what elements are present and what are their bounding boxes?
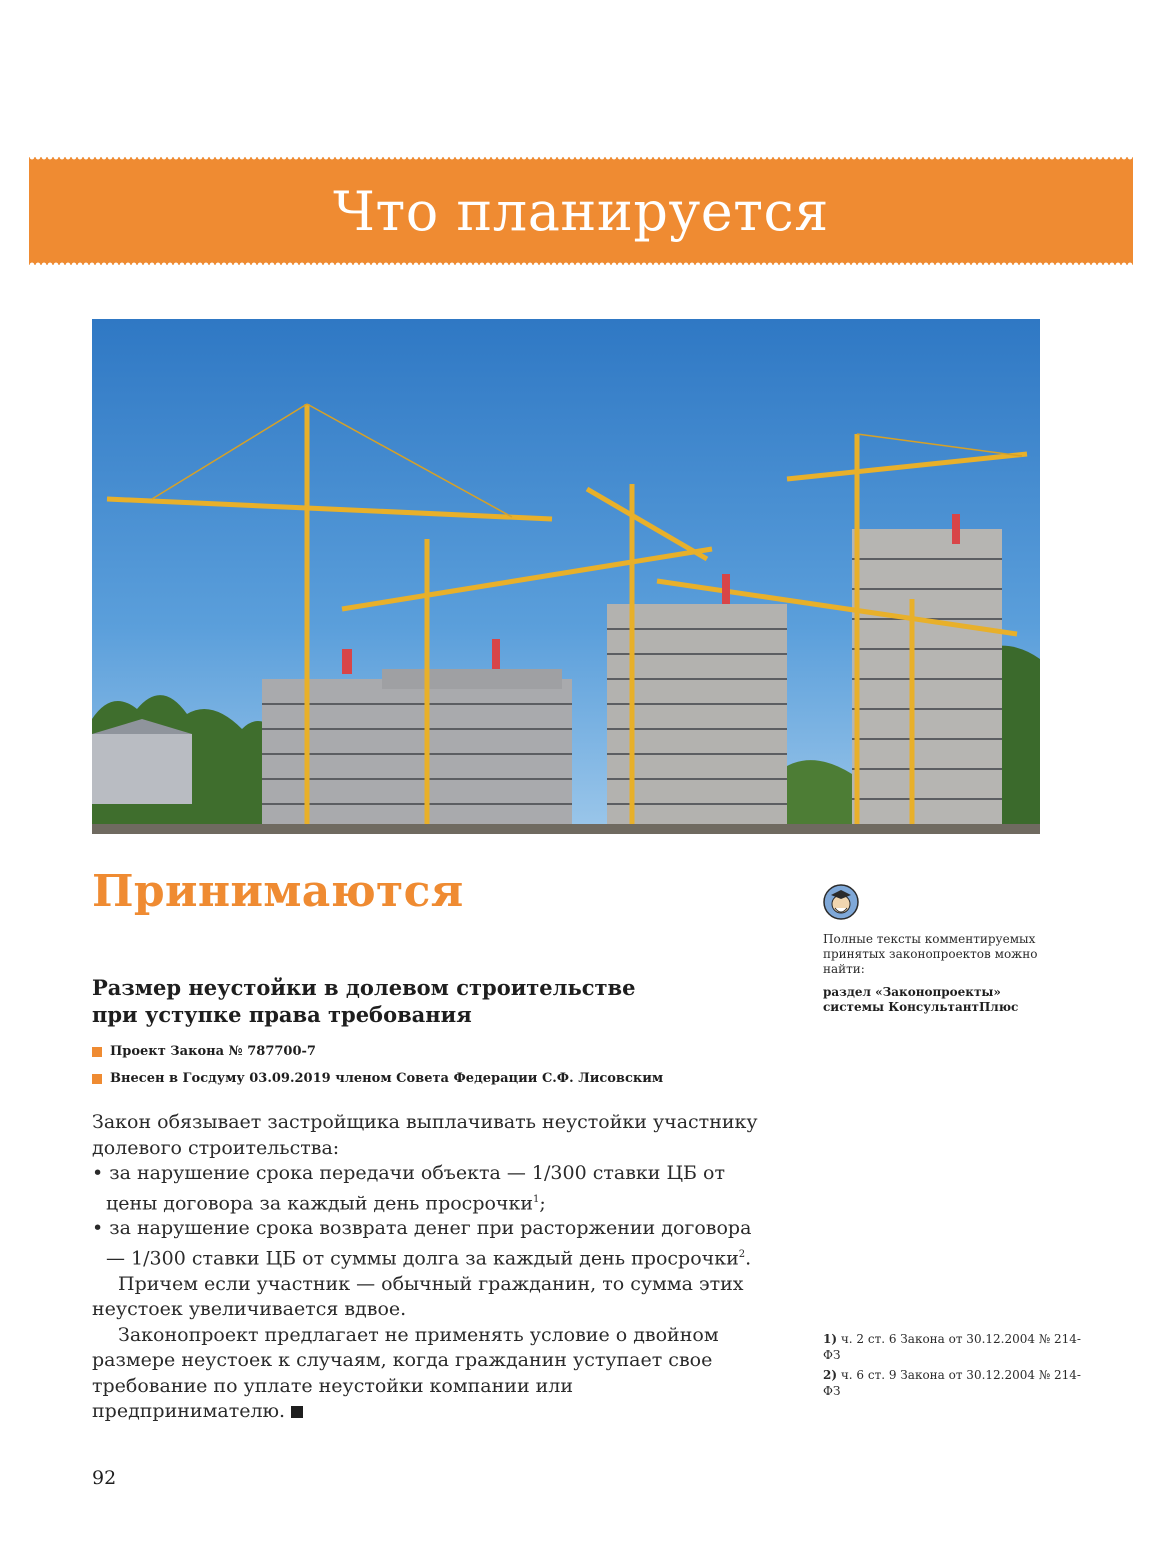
article-intro: Закон обязывает застройщика выплачивать неустойки участнику долевого строительства:: [92, 1111, 758, 1159]
page-number: 92: [92, 1467, 117, 1489]
end-of-article-icon: [291, 1406, 303, 1418]
article-body: [92, 1110, 772, 1425]
bullet-1-tail: ;: [539, 1191, 546, 1214]
footnotes: [823, 1331, 1083, 1403]
footnote-2: [823, 1367, 1083, 1399]
footnote-ref-1: 1: [533, 1193, 540, 1205]
article-paragraph-2: [92, 1323, 772, 1425]
bill-submission-text: Внесен в Госдуму 03.09.2019 членом Совета Федерации С.Ф. Лисовским: [110, 1071, 664, 1086]
bill-number: [92, 1044, 792, 1059]
orange-square-icon: [92, 1047, 102, 1057]
article-paragraph-2-text: Законопроект предлагает не применять условие о двойном размере неустоек к случаям, когда гражданин уступает свое требование по уплате неустойки компании или предпринимателю.: [92, 1323, 719, 1423]
bullet-1-text: за нарушение срока передачи объекта — 1/300 ставки ЦБ от цены договора за каждый день просрочки: [106, 1162, 725, 1214]
construction-photo: [92, 319, 1040, 834]
bill-submission: [92, 1071, 792, 1086]
article-title-line-1: Размер неустойки в долевом строительстве: [92, 975, 636, 1000]
footnote-1-number: 1): [823, 1332, 838, 1346]
sidebar-note-text: Полные тексты комментируемых принятых законопроектов можно найти:: [823, 932, 1038, 976]
article-title: [92, 974, 752, 1028]
section-title: Принимаются: [92, 866, 464, 917]
banner-title: Что планируется: [333, 179, 829, 243]
sidebar-link-text: раздел «Законопроекты» системы КонсультантПлюс: [823, 985, 1019, 1014]
section-banner: [29, 157, 1133, 265]
list-item: • за нарушение срока возврата денег при расторжении договора — 1/300 ставки ЦБ от суммы долга за каждый день просрочки$^2$.: [92, 1217, 752, 1270]
footnote-1: [823, 1331, 1083, 1363]
sidebar-note: [823, 884, 1063, 1015]
banner-scallop-top: [29, 154, 1133, 160]
scholar-avatar-icon: [823, 884, 859, 920]
article-title-line-2: при уступке права требования: [92, 1002, 472, 1027]
footnote-2-number: 2): [823, 1368, 838, 1382]
orange-square-icon: [92, 1074, 102, 1084]
bullet-2-text: за нарушение срока возврата денег при расторжении договора — 1/300 ставки ЦБ от суммы долга за каждый день просрочки: [106, 1217, 752, 1270]
list-item: • за нарушение срока передачи объекта — 1/300 ставки ЦБ от цены договора за каждый день просрочки$^1$;: [92, 1162, 725, 1214]
footnote-1-text: ч. 2 ст. 6 Закона от 30.12.2004 № 214-ФЗ: [823, 1332, 1081, 1362]
article-paragraph-1: Причем если участник — обычный гражданин, то сумма этих неустоек увеличивается вдвое.: [92, 1272, 744, 1321]
footnote-2-text: ч. 6 ст. 9 Закона от 30.12.2004 № 214-ФЗ: [823, 1368, 1081, 1398]
bullet-2-tail: .: [745, 1247, 752, 1270]
footnote-ref-2: 2: [738, 1248, 746, 1260]
banner-scallop-bottom: [29, 262, 1133, 268]
bill-number-text: Проект Закона № 787700-7: [110, 1044, 316, 1059]
